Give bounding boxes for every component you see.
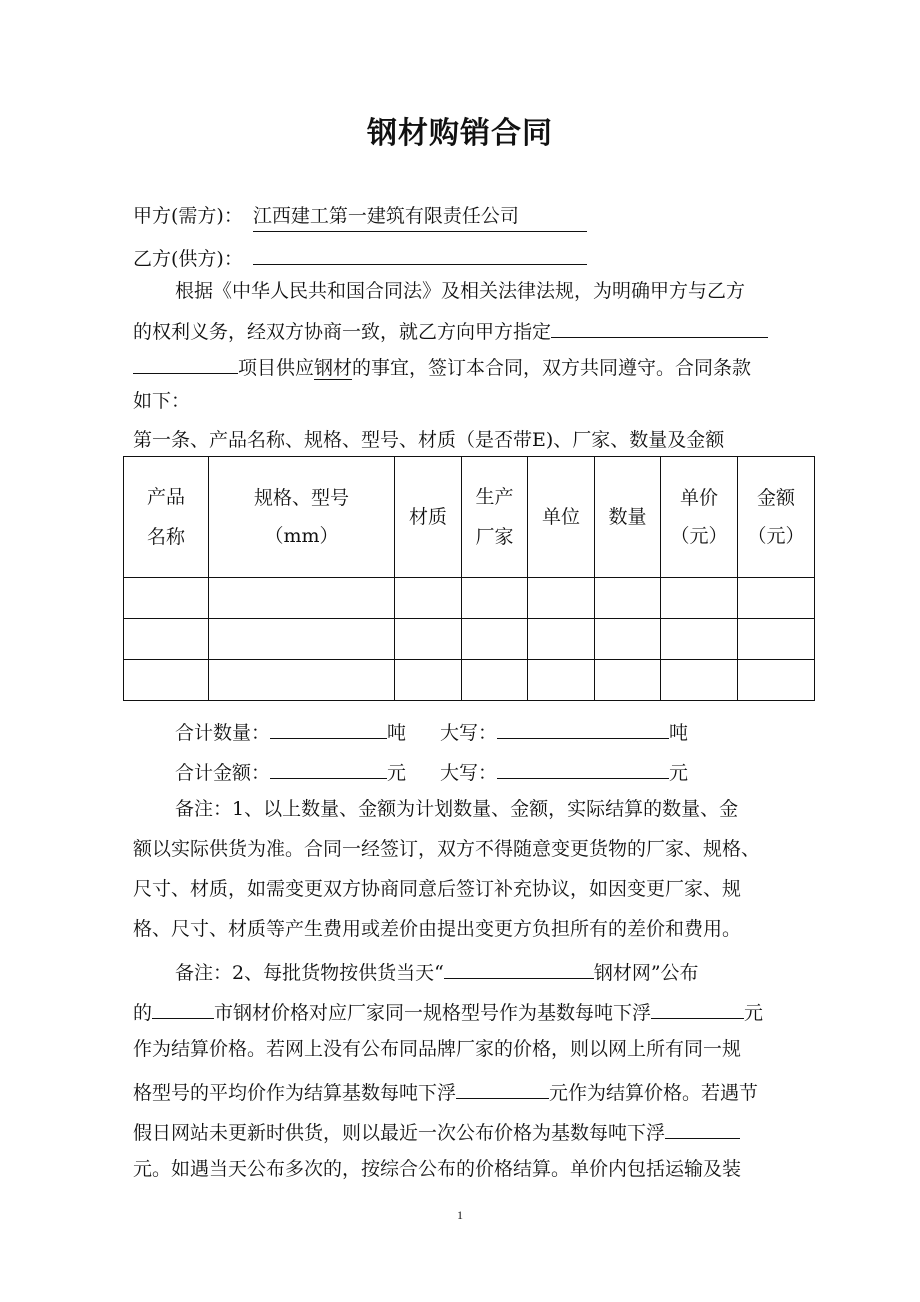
note-2-line-2 (133, 994, 763, 1028)
table-cell[interactable] (661, 578, 738, 619)
table-cell[interactable] (462, 619, 528, 660)
ton-unit: 吨 (387, 722, 407, 744)
note-2-text-2c: 元 (744, 1002, 764, 1024)
intro-line-4: 如下： (133, 390, 191, 412)
project-blank-2 (133, 349, 238, 374)
table-row (124, 660, 815, 701)
table-cell[interactable] (661, 660, 738, 701)
party-a-line (133, 201, 587, 232)
table-cell[interactable] (124, 578, 209, 619)
page-title: 钢材购销合同 (367, 116, 553, 151)
note-2-line-6: 元。如遇当天公布多次的，按综合公布的价格结算。单价内包括运输及装 (133, 1158, 742, 1180)
note-2-line-1 (175, 954, 699, 988)
city-blank[interactable] (152, 994, 214, 1019)
party-b-blank (253, 240, 587, 265)
party-a-value: 江西建工第一建筑有限责任公司 (253, 201, 587, 232)
discount-blank-2[interactable] (456, 1074, 549, 1099)
total-amount-line (175, 754, 688, 788)
header-spec: 规格、型号 （mm） (209, 457, 395, 578)
total-quantity-blank[interactable] (270, 714, 387, 739)
table-cell[interactable] (124, 660, 209, 701)
discount-blank-3[interactable] (665, 1114, 740, 1139)
website-blank[interactable] (444, 954, 594, 979)
total-amount-label: 合计金额： (175, 762, 271, 784)
party-b-label: 乙方(供方)： (133, 248, 243, 270)
table-header-row (124, 457, 815, 578)
header-manufacturer: 生产 厂家 (462, 457, 528, 578)
note-2-text-2b: 市钢材价格对应厂家同一规格型号作为基数每吨下浮 (214, 1002, 652, 1024)
yuan-unit: 元 (387, 762, 407, 784)
intro-text-3c: 的事宜，签订本合同，双方共同遵守。合同条款 (352, 357, 752, 379)
table-cell[interactable] (595, 660, 661, 701)
table-cell[interactable] (209, 660, 395, 701)
note-2-line-3: 作为结算价格。若网上没有公布同品牌厂家的价格，则以网上所有同一规 (133, 1038, 742, 1060)
intro-line-3 (133, 349, 751, 383)
intro-text-2: 的权利义务，经双方协商一致，就乙方向甲方指定 (133, 321, 552, 343)
party-b-line (133, 240, 587, 274)
table-cell[interactable] (738, 578, 815, 619)
product-table (123, 456, 815, 701)
header-unit: 单位 (528, 457, 595, 578)
header-material: 材质 (395, 457, 462, 578)
daxie-label: 大写： (440, 722, 498, 744)
total-amount-blank[interactable] (270, 754, 387, 779)
note-1-line-1: 备注：1、以上数量、金额为计划数量、金额，实际结算的数量、金 (175, 798, 739, 820)
table-cell[interactable] (528, 660, 595, 701)
header-unit-price: 单价 （元） (661, 457, 738, 578)
intro-text-3a: 项目供应 (238, 357, 315, 379)
table-cell[interactable] (209, 578, 395, 619)
note-2-text-4a: 格型号的平均价作为结算基数每吨下浮 (133, 1082, 457, 1104)
ton-unit: 吨 (669, 722, 689, 744)
table-cell[interactable] (462, 578, 528, 619)
header-amount: 金额 （元） (738, 457, 815, 578)
table-cell[interactable] (395, 578, 462, 619)
note-2-text-1a: 备注：2、每批货物按供货当天“ (175, 962, 444, 984)
table-row (124, 619, 815, 660)
note-2-line-5 (133, 1114, 740, 1148)
total-quantity-line (175, 714, 688, 748)
table-cell[interactable] (528, 578, 595, 619)
table-row (124, 578, 815, 619)
yuan-unit: 元 (669, 762, 689, 784)
total-quantity-label: 合计数量： (175, 722, 271, 744)
note-2-text-5: 假日网站未更新时供货，则以最近一次公布价格为基数每吨下浮 (133, 1122, 666, 1144)
project-blank-1 (551, 313, 768, 338)
table-cell[interactable] (395, 619, 462, 660)
note-1-line-3: 尺寸、材质，如需变更双方协商同意后签订补充协议，如因变更厂家、规 (133, 878, 742, 900)
daxie-label: 大写： (440, 762, 498, 784)
total-amount-daxie-blank[interactable] (497, 754, 669, 779)
table-cell[interactable] (595, 619, 661, 660)
article-1-heading: 第一条、产品名称、规格、型号、材质（是否带E)、厂家、数量及金额 (133, 429, 725, 451)
table-cell[interactable] (124, 619, 209, 660)
note-1-line-4: 格、尺寸、材质等产生费用或差价由提出变更方负担所有的差价和费用。 (133, 918, 742, 940)
table-cell[interactable] (738, 660, 815, 701)
table-cell[interactable] (595, 578, 661, 619)
header-product-name: 产品 名称 (124, 457, 209, 578)
table-cell[interactable] (661, 619, 738, 660)
note-2-line-4 (133, 1074, 758, 1108)
intro-text-3b: 钢材 (314, 357, 353, 379)
note-2-text-4b: 元作为结算价格。若遇节 (549, 1082, 759, 1104)
table-cell[interactable] (738, 619, 815, 660)
table-cell[interactable] (395, 660, 462, 701)
note-2-text-2a: 的 (133, 1002, 153, 1024)
page-number: 1 (457, 1208, 463, 1222)
intro-line-1: 根据《中华人民共和国合同法》及相关法律法规，为明确甲方与乙方 (175, 280, 746, 302)
note-1-line-2: 额以实际供货为准。合同一经签订，双方不得随意变更货物的厂家、规格、 (133, 838, 761, 860)
discount-blank-1[interactable] (651, 994, 744, 1019)
table-cell[interactable] (462, 660, 528, 701)
intro-line-2 (133, 313, 768, 347)
total-quantity-daxie-blank[interactable] (497, 714, 669, 739)
note-2-text-1b: 钢材网”公布 (593, 962, 699, 984)
party-a-label: 甲方(需方)： (133, 205, 243, 227)
header-quantity: 数量 (595, 457, 661, 578)
table-cell[interactable] (209, 619, 395, 660)
table-cell[interactable] (528, 619, 595, 660)
